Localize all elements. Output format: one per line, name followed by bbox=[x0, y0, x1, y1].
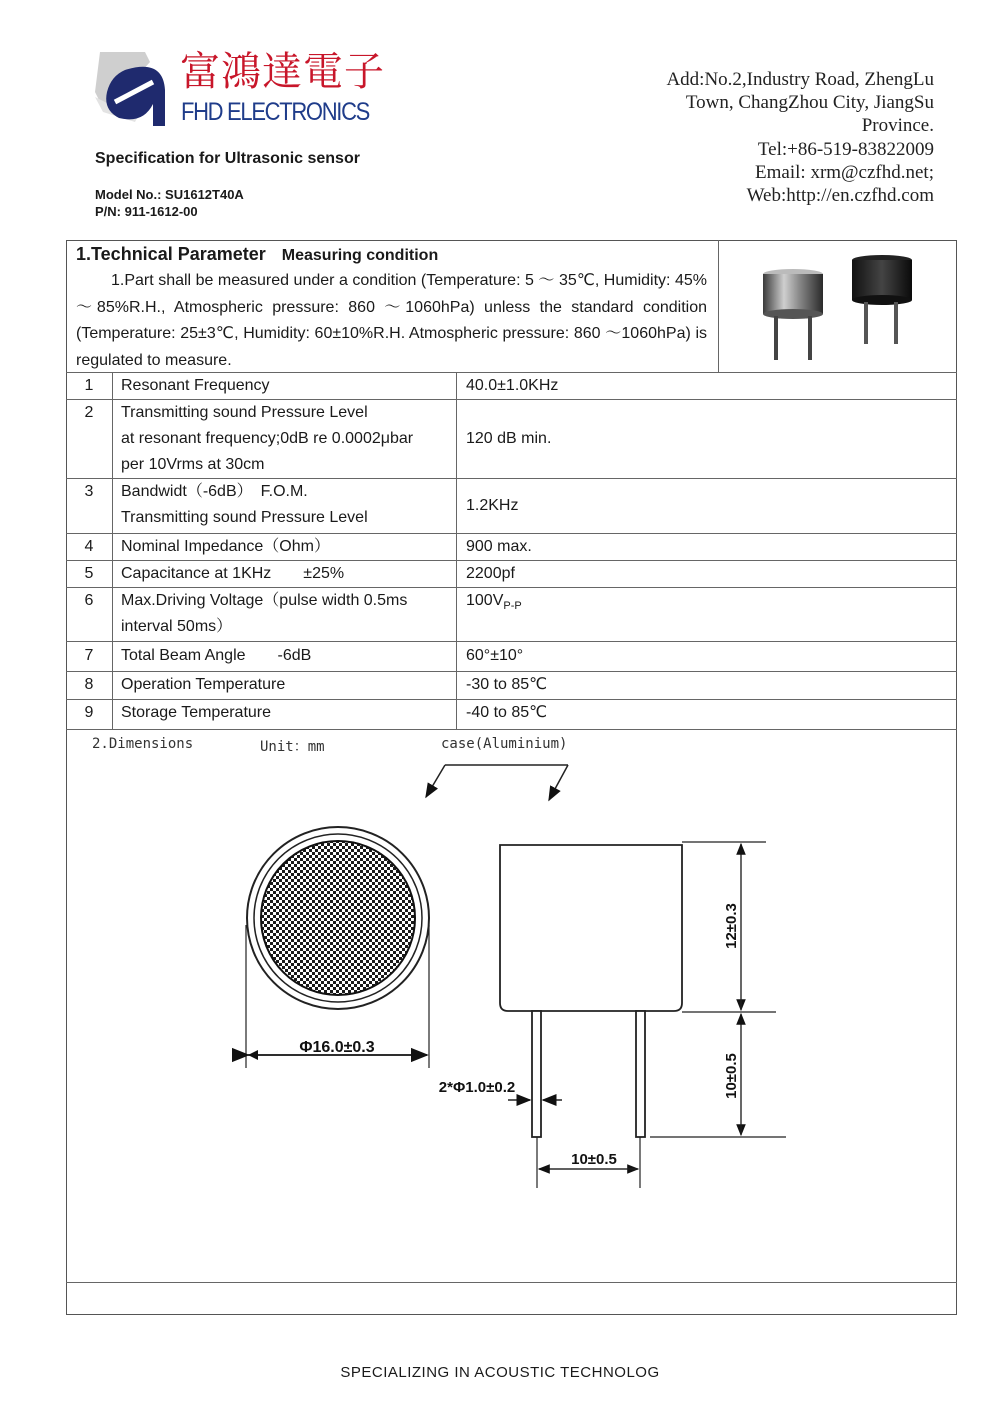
param-beam-angle: Total Beam Angle -6dB bbox=[121, 647, 312, 664]
param-line: Bandwidt（-6dB） F.O.M. bbox=[121, 483, 308, 500]
case-material-label: case(Aluminium) bbox=[441, 736, 568, 752]
param-resonant-frequency: Resonant Frequency bbox=[121, 377, 270, 394]
row-number: 1 bbox=[84, 377, 94, 394]
row-number: 8 bbox=[84, 676, 94, 693]
value-operation-temperature: -30 to 85℃ bbox=[466, 676, 548, 693]
email: Email: xrm@czfhd.net; bbox=[755, 161, 934, 183]
website: Web:http://en.czfhd.com bbox=[746, 185, 934, 207]
row-number: 2 bbox=[84, 404, 94, 421]
value-capacitance: 2200pf bbox=[466, 565, 515, 582]
row-number: 6 bbox=[84, 592, 94, 609]
value-nominal-impedance: 900 max. bbox=[466, 538, 532, 555]
param-operation-temperature: Operation Temperature bbox=[121, 676, 286, 693]
spec-title: Specification for Ultrasonic sensor bbox=[95, 150, 360, 167]
model-number: Model No.: SU1612T40A bbox=[95, 187, 244, 202]
param-line: Transmitting sound Pressure Level bbox=[121, 404, 368, 421]
value-beam-angle: 60°±10° bbox=[466, 647, 524, 664]
param-line: Max.Driving Voltage（pulse width 0.5ms bbox=[121, 592, 408, 609]
pin-diameter-dimension: 2*Φ1.0±0.2 bbox=[438, 1079, 516, 1096]
param-line: interval 50ms） bbox=[121, 618, 233, 635]
phone: Tel:+86-519-83822009 bbox=[757, 138, 934, 160]
footer-tagline: SPECIALIZING IN ACOUSTIC TECHNOLOG bbox=[340, 1364, 660, 1381]
value-resonant-frequency: 40.0±1.0KHz bbox=[466, 377, 559, 394]
param-nominal-impedance: Nominal Impedance（Ohm） bbox=[121, 538, 330, 555]
body-height-dimension: 12±0.3 bbox=[723, 903, 740, 949]
technical-title: 1.Technical Parameter bbox=[76, 244, 266, 264]
measuring-condition-label: Measuring condition bbox=[281, 247, 439, 264]
value-storage-temperature: -40 to 85℃ bbox=[466, 704, 548, 721]
dimensions-unit: Unit：mm bbox=[260, 739, 325, 755]
pin-length-dimension: 10±0.5 bbox=[723, 1053, 740, 1099]
row-number: 7 bbox=[84, 647, 94, 664]
dimensions-title: 2.Dimensions bbox=[92, 736, 194, 752]
pin-spacing-dimension: 10±0.5 bbox=[571, 1151, 617, 1168]
condition-paragraph: 1.Part shall be measured under a condition (Temperature: 5 ～ 35℃, Humidity: 45%～85%R.H., Atmospheric pressure: 860 ～1060hPa) unless the standard condition (Temperature: 25±3℃, Humidity: 60±10%R.H. Atmospheric pressure: 860 ～1060hPa) is regulated to measure. bbox=[76, 272, 707, 369]
part-number: P/N: 911-1612-00 bbox=[95, 204, 198, 219]
diameter-dimension: Φ16.0±0.3 bbox=[299, 1039, 375, 1056]
brand-english-name: FHD ELECTRONICS bbox=[181, 98, 370, 126]
sensor-side-view bbox=[500, 845, 682, 1137]
value-bandwidth: 1.2KHz bbox=[466, 497, 519, 514]
param-line: at resonant frequency;0dB re 0.0002μbar bbox=[121, 430, 414, 447]
param-storage-temperature: Storage Temperature bbox=[121, 704, 272, 721]
voltage-subscript: P-P bbox=[503, 600, 522, 613]
brand-chinese-name: 富鴻達電子 bbox=[180, 49, 385, 95]
address-line: Province. bbox=[861, 115, 934, 137]
row-number: 3 bbox=[84, 483, 94, 500]
address-line: Town, ChangZhou City, JiangSu bbox=[685, 92, 934, 114]
param-line: per 10Vrms at 30cm bbox=[121, 456, 265, 473]
param-line: Transmitting sound Pressure Level bbox=[121, 509, 368, 526]
sensor-front-view bbox=[247, 827, 429, 1009]
address-line: Add:No.2,Industry Road, ZhengLu bbox=[666, 69, 934, 90]
row-number: 5 bbox=[84, 565, 94, 582]
case-pointer bbox=[426, 765, 568, 800]
row-number: 4 bbox=[84, 538, 94, 555]
row-number: 9 bbox=[84, 704, 94, 721]
voltage-value: 100V bbox=[466, 592, 504, 609]
param-capacitance: Capacitance at 1KHz ±25% bbox=[121, 565, 345, 582]
value-sound-pressure-level: 120 dB min. bbox=[466, 430, 552, 447]
